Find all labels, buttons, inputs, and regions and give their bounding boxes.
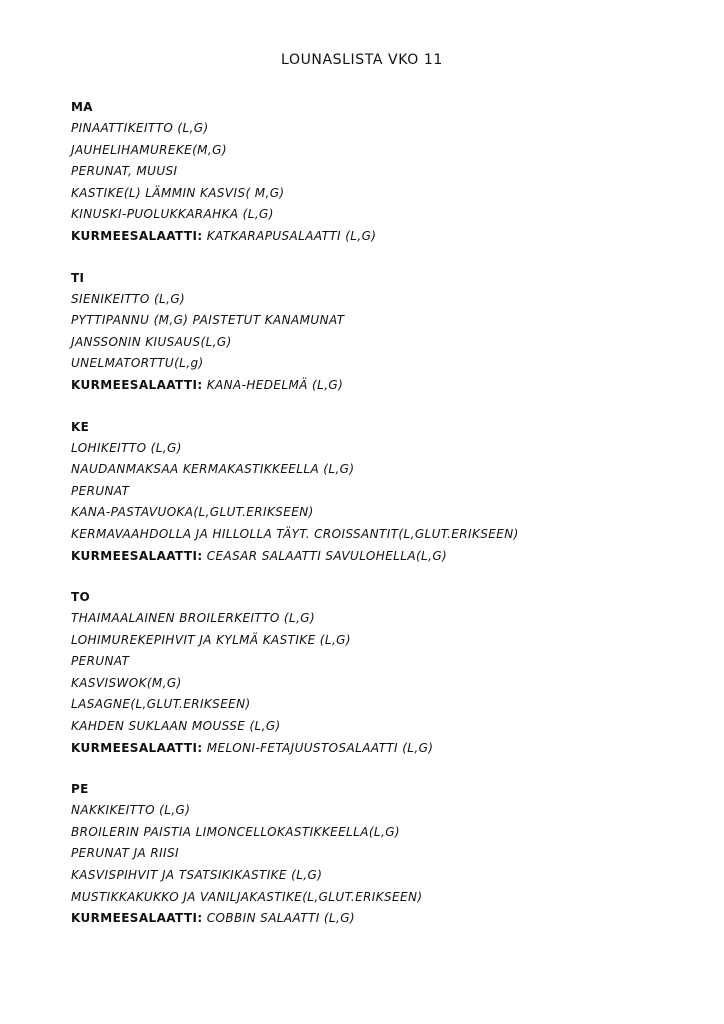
menu-item: PYTTIPANNU (M,G) PAISTETUT KANAMUNAT — [71, 313, 345, 328]
day-heading: KE — [71, 419, 90, 434]
day-section-pe — [71, 779, 691, 930]
menu-item: LOHIKEITTO (L,G) — [71, 440, 182, 455]
day-heading: MA — [71, 100, 93, 114]
day-section-ma — [71, 97, 691, 248]
day-section-ke — [71, 417, 691, 568]
day-heading: PE — [71, 782, 89, 797]
salad-label: KURMEESALAATTI: — [71, 228, 203, 243]
menu-item: PERUNAT JA RIISI — [71, 846, 179, 861]
salad-line — [71, 908, 691, 930]
menu-item: SIENIKEITTO (L,G) — [71, 291, 186, 306]
menu-item: PERUNAT — [71, 654, 130, 669]
page-title: LOUNASLISTA VKO 11 — [281, 52, 443, 68]
menu-item: UNELMATORTTU(L,g) — [71, 356, 204, 371]
day-heading: TI — [71, 270, 85, 285]
menu-item: BROILERIN PAISTIA LIMONCELLOKASTIKKEELLA(L,G) — [71, 824, 401, 839]
menu-item: PINAATTIKEITTO (L,G) — [71, 121, 209, 135]
menu-item: KANA-PASTAVUOKA(L,GLUT.ERIKSEEN) — [71, 505, 314, 520]
menu-item: NAKKIKEITTO (L,G) — [71, 803, 191, 818]
salad-label: KURMEESALAATTI: — [71, 548, 203, 563]
day-section-to — [71, 587, 691, 759]
menu-item: JAUHELIHAMUREKE(M,G) — [71, 142, 227, 157]
menu-item: KINUSKI-PUOLUKKARAHKA (L,G) — [71, 207, 274, 222]
salad-line — [71, 375, 691, 397]
salad-line — [71, 226, 691, 248]
menu-item: THAIMAALAINEN BROILERKEITTO (L,G) — [71, 611, 316, 626]
menu-item: KERMAVAAHDOLLA JA HILLOLLA TÄYT. CROISSANTIT(L,GLUT.ERIKSEEN) — [71, 526, 519, 541]
salad-label: KURMEESALAATTI: — [71, 377, 203, 392]
salad-line — [71, 546, 691, 568]
menu-item: MUSTIKKAKUKKO JA VANILJAKASTIKE(L,GLUT.ERIKSEEN) — [71, 889, 423, 904]
menu-item: LASAGNE(L,GLUT.ERIKSEEN) — [71, 697, 251, 712]
menu-item: LOHIMUREKEPIHVIT JA KYLMÄ KASTIKE (L,G) — [71, 632, 351, 647]
menu-item: KASVISPIHVIT JA TSATSIKIKASTIKE (L,G) — [71, 868, 323, 883]
menu-item: KASVISWOK(M,G) — [71, 675, 182, 690]
salad-text: MELONI-FETAJUUSTOSALAATTI (L,G) — [206, 740, 434, 755]
menu-item: KASTIKE(L) LÄMMIN KASVIS( M,G) — [71, 185, 285, 200]
menu-item: JANSSONIN KIUSAUS(L,G) — [71, 334, 232, 349]
menu-item: PERUNAT — [71, 483, 130, 498]
salad-text: KANA-HEDELMÄ (L,G) — [206, 377, 344, 392]
day-heading: TO — [71, 590, 90, 605]
menu-item: KAHDEN SUKLAAN MOUSSE (L,G) — [71, 719, 281, 734]
salad-text: KATKARAPUSALAATTI (L,G) — [206, 228, 377, 243]
salad-line — [71, 738, 691, 760]
salad-label: KURMEESALAATTI: — [71, 740, 203, 755]
salad-label: KURMEESALAATTI: — [71, 911, 203, 926]
menu-item: PERUNAT, MUUSI — [71, 164, 178, 179]
menu-content — [71, 97, 691, 950]
menu-item: NAUDANMAKSAA KERMAKASTIKKEELLA (L,G) — [71, 462, 355, 477]
salad-text: COBBIN SALAATTI (L,G) — [206, 911, 356, 926]
salad-text: CEASAR SALAATTI SAVULOHELLA(L,G) — [206, 548, 448, 563]
day-section-ti — [71, 268, 691, 397]
